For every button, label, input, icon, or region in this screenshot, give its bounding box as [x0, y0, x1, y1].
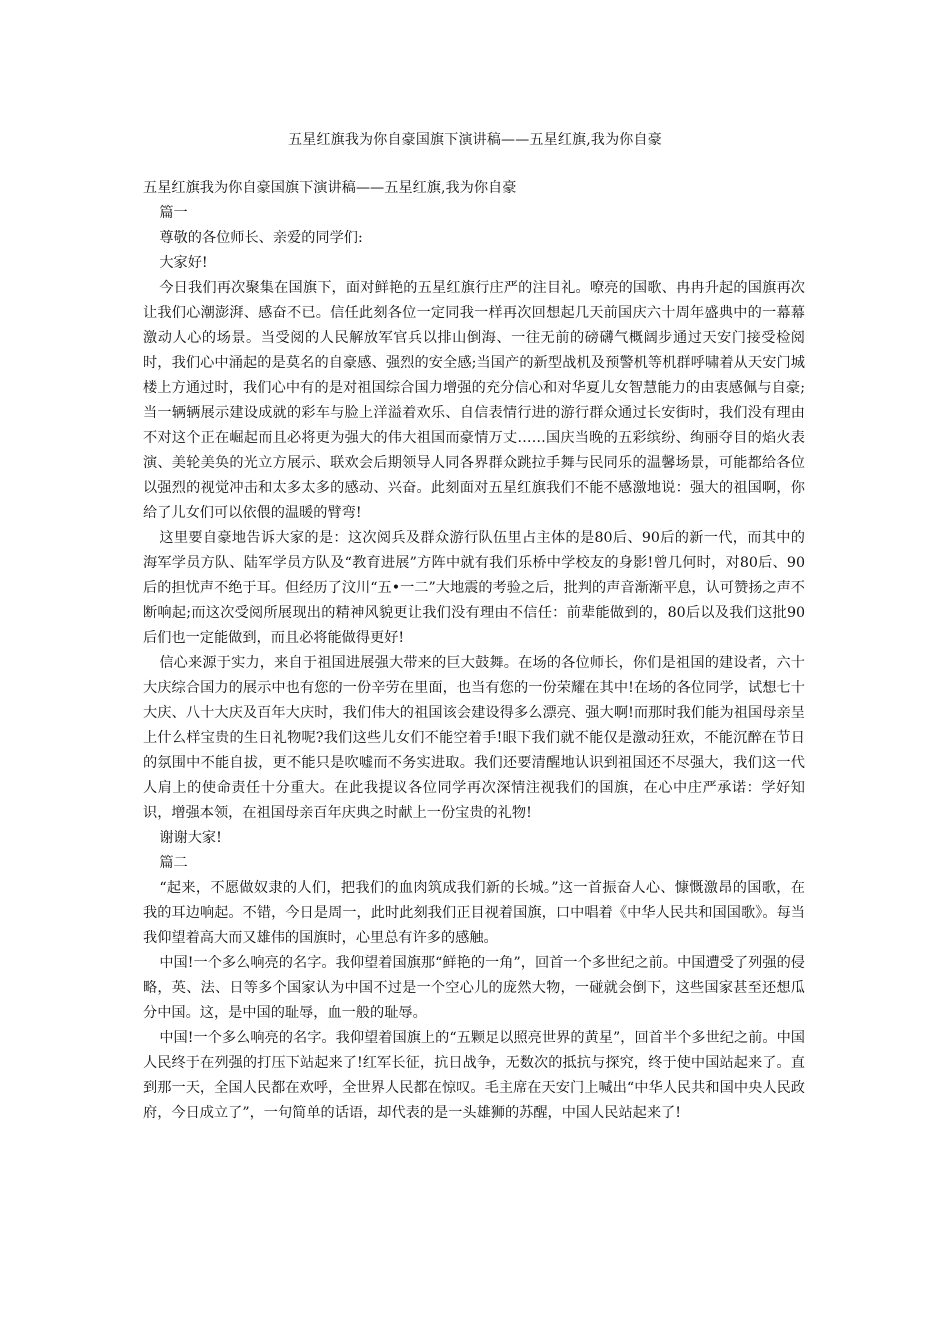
section-heading: 篇一	[159, 205, 188, 221]
paragraph: 中国!一个多么响亮的名字。我仰望着国旗那“鲜艳的一角”，回首一个多世纪之前。中国遭受了列强的侵略，英、法、日等多个国家认为中国不过是一个空心儿的庞然大物，一碰就会倒下，这些国家甚至还想瓜分中国。这，是中国的耻辱，血一般的耻辱。	[143, 955, 805, 1021]
paragraph: 信心来源于实力，来自于祖国进展强大带来的巨大鼓舞。在场的各位师长，你们是祖国的建设者，六十大庆综合国力的展示中也有您的一份辛劳在里面，也当有您的一份荣耀在其中!在场的各位同学，试想七十大庆、八十大庆及百年大庆时，我们伟大的祖国该会建设得多么漂亮、强大啊!而那时我们能为祖国母亲呈上什么样宝贵的生日礼物呢?我们这些儿女们不能空着手!眼下我们就不能仅是激动狂欢，不能沉醉在节日的氛围中不能自拔，更不能只是吹嘘而不务实进取。我们还要清醒地认识到祖国还不尽强大，我们这一代人肩上的使命责任十分重大。在此我提议各位同学再次深情注视我们的国旗，在心中庄严承诺：学好知识，增强本领，在祖国母亲百年庆典之时献上一份宝贵的礼物!	[143, 655, 805, 821]
paragraph: “起来，不愿做奴隶的人们，把我们的血肉筑成我们新的长城。”这一首振奋人心、慷慨激昂的国歌，在我的耳边响起。不错，今日是周一，此时此刻我们正目视着国旗，口中唱着《中华人民共和国国歌》。每当我仰望着高大而又雄伟的国旗时，心里总有许多的感触。	[143, 880, 805, 946]
page-title: 五星红旗我为你自豪国旗下演讲稿——五星红旗,我为你自豪	[288, 132, 662, 148]
paragraph: 中国!一个多么响亮的名字。我仰望着国旗上的“五颗足以照亮世界的黄星”，回首半个多世纪之前。中国人民终于在列强的打压下站起来了!红军长征，抗日战争，无数次的抵抗与探究，终于使中国站起来了。直到那一天，全国人民都在欢呼，全世界人民都在惊叹。毛主席在天安门上喊出“中华人民共和国中央人民政府，今日成立了”，一句简单的话语，却代表的是一头雄狮的苏醒，中国人民站起来了!	[143, 1030, 805, 1121]
paragraph: 今日我们再次聚集在国旗下，面对鲜艳的五星红旗行庄严的注目礼。嘹亮的国歌、冉冉升起的国旗再次让我们心潮澎湃、感奋不已。信任此刻各位一定同我一样再次回想起几天前国庆六十周年盛典中的一幕幕激动人心的场景。当受阅的人民解放军官兵以排山倒海、一往无前的磅礴气概阔步通过天安门接受检阅时，我们心中涌起的是莫名的自豪感、强烈的安全感;当国产的新型战机及预警机等机群呼啸着从天安门城楼上方通过时，我们心中有的是对祖国综合国力增强的充分信心和对华夏儿女智慧能力的由衷感佩与自豪;当一辆辆展示建设成就的彩车与脸上洋溢着欢乐、自信表情行进的游行群众通过长安街时，我们没有理由不对这个正在崛起而且必将更为强大的伟大祖国而豪情万丈……国庆当晚的五彩缤纷、绚丽夺目的焰火表演、美轮美奂的光立方展示、联欢会后期领导人同各界群众跳拉手舞与民同乐的温馨场景，可能都给各位以强烈的视觉冲击和太多太多的感动、兴奋。此刻面对五星红旗我们不能不感激地说：强大的祖国啊，你给了儿女们可以依偎的温暖的臂弯!	[143, 280, 805, 521]
paragraph: 这里要自豪地告诉大家的是：这次阅兵及群众游行队伍里占主体的是80后、90后的新一代，而其中的海军学员方队、陆军学员方队及“教育进展”方阵中就有我们乐桥中学校友的身影!曾几何时，对80后、90后的担忧声不绝于耳。但经历了汶川“五•一二”大地震的考验之后，批判的声音渐渐平息，认可赞扬之声不断响起;而这次受阅所展现出的精神风貌更让我们没有理由不信任：前辈能做到的，80后以及我们这批90后们也一定能做到，而且必将能做得更好!	[143, 530, 805, 646]
document-body	[143, 176, 805, 1126]
section-heading: 篇二	[159, 855, 188, 871]
document-subtitle: 五星红旗我为你自豪国旗下演讲稿——五星红旗,我为你自豪	[143, 180, 517, 196]
salutation: 尊敬的各位师长、亲爱的同学们:	[159, 230, 363, 246]
closing-thanks: 谢谢大家!	[159, 830, 222, 846]
greeting: 大家好!	[159, 255, 208, 271]
